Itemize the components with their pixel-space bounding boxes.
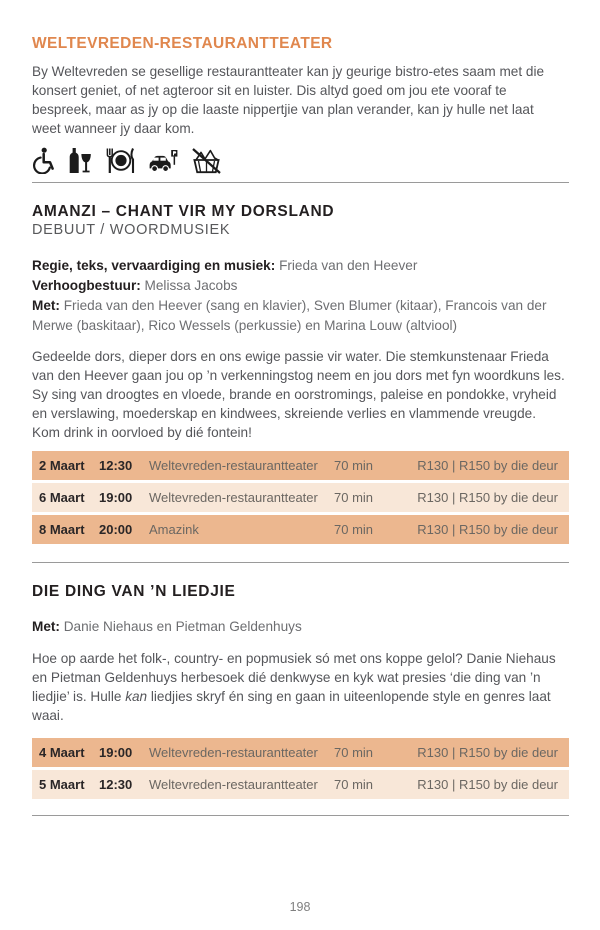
- venue-description: By Weltevreden se gesellige restaurantteater kan jy geurige bistro-etes saam met die konsert geniet, of net agteroor sit en luister. Dis altyd goed om jou ete vooraf te bespreek, maar as jy op die laaste nippertjie van plan verander, kan jy hulle net laat weet wanneer jy daar kom.: [32, 64, 545, 136]
- description-italic-word: kan: [125, 689, 148, 704]
- event-title: DIE DING VAN ’N LIEDJIE: [32, 583, 236, 600]
- description-text: liedjies skryf én sing en gaan in uiteenlopende style en genres laat waai.: [32, 689, 551, 723]
- wine-bar-icon: [68, 147, 92, 174]
- schedule-price: R130 | R150 by die deur: [417, 522, 558, 537]
- schedule-duration: 70 min: [334, 458, 374, 473]
- credit-label: Met:: [32, 619, 60, 634]
- schedule-venue: Weltevreden-restaurantteater: [149, 490, 318, 505]
- schedule-date: 4 Maart: [39, 745, 85, 760]
- amenity-icons-row: [32, 144, 569, 174]
- wheelchair-accessible-icon: [32, 147, 55, 174]
- event-genre: DEBUUT / WOORDMUSIEK: [32, 222, 231, 238]
- restaurant-icon: [105, 147, 135, 174]
- credit-line: [32, 617, 565, 637]
- schedule-time: 20:00: [99, 522, 133, 537]
- schedule-price: R130 | R150 by die deur: [417, 745, 558, 760]
- schedule-venue: Weltevreden-restaurantteater: [149, 745, 318, 760]
- schedule-duration: 70 min: [334, 522, 374, 537]
- section-divider: [32, 562, 569, 563]
- credit-value: Frieda van den Heever: [279, 258, 418, 273]
- credit-value: Danie Niehaus en Pietman Geldenhuys: [63, 619, 302, 634]
- schedule-date: 5 Maart: [39, 777, 85, 792]
- schedule-time: 12:30: [99, 777, 133, 792]
- credits-block: [32, 256, 565, 336]
- event-description: [32, 649, 565, 725]
- schedule-time: 19:00: [99, 490, 133, 505]
- section-divider: [32, 182, 569, 183]
- event-description: Gedeelde dors, dieper dors en ons ewige passie vir water. Die stemkunstenaar Frieda van den Heever gaan jou op ’n verkenningstog neem en jou dors met fyn woordkuns les. Sy sing van droogtes en vloede, brande en oorstromings, paleise en pondokke, vryheid en verslawing, moederskap en kindwees, skreiende verlies en vlammende vreugde. Kom drink in oorvloed by dié fontein!: [32, 349, 565, 440]
- schedule-row: [32, 515, 569, 544]
- description-text: Hoe op aarde het folk-, country- en popmusiek só met ons koppe gelol? Danie Niehaus en Pietman Geldenhuys herbesoek dié denkwyse en kyk wat presies ‘die ding van ’n liedjie’ is. Hulle: [32, 651, 556, 704]
- schedule-row: [32, 451, 569, 480]
- schedule-price: R130 | R150 by die deur: [417, 777, 558, 792]
- credit-line: [32, 276, 565, 296]
- schedule-row: [32, 483, 569, 512]
- schedule-venue: Weltevreden-restaurantteater: [149, 458, 318, 473]
- credit-label: Met:: [32, 298, 60, 313]
- credit-label: Verhoogbestuur:: [32, 278, 141, 293]
- schedule-table: [32, 738, 569, 799]
- schedule-price: R130 | R150 by die deur: [417, 458, 558, 473]
- schedule-date: 8 Maart: [39, 522, 85, 537]
- credit-value: Frieda van den Heever (sang en klavier), Sven Blumer (kitaar), Francois van der Merwe (baskitaar), Rico Wessels (perkussie) en Marina Louw (altviool): [32, 298, 547, 333]
- no-picnic-icon: [191, 147, 222, 174]
- venue-title: WELTEVREDEN-RESTAURANTTEATER: [32, 35, 333, 52]
- credit-label: Regie, teks, vervaardiging en musiek:: [32, 258, 276, 273]
- schedule-venue: Amazink: [149, 522, 199, 537]
- event-title: AMANZI – CHANT VIR MY DORSLAND: [32, 203, 335, 220]
- schedule-venue: Weltevreden-restaurantteater: [149, 777, 318, 792]
- schedule-duration: 70 min: [334, 745, 374, 760]
- schedule-time: 12:30: [99, 458, 133, 473]
- schedule-table: [32, 451, 569, 544]
- schedule-date: 6 Maart: [39, 490, 85, 505]
- schedule-row: [32, 738, 569, 767]
- schedule-duration: 70 min: [334, 777, 374, 792]
- page-number: 198: [289, 900, 311, 914]
- credit-line: [32, 296, 565, 336]
- schedule-price: R130 | R150 by die deur: [417, 490, 558, 505]
- schedule-time: 19:00: [99, 745, 133, 760]
- section-divider: [32, 815, 569, 816]
- credits-block: [32, 617, 565, 637]
- parking-icon: [148, 147, 178, 174]
- credit-line: [32, 256, 565, 276]
- schedule-row: [32, 770, 569, 799]
- schedule-date: 2 Maart: [39, 458, 85, 473]
- schedule-duration: 70 min: [334, 490, 374, 505]
- credit-value: Melissa Jacobs: [144, 278, 238, 293]
